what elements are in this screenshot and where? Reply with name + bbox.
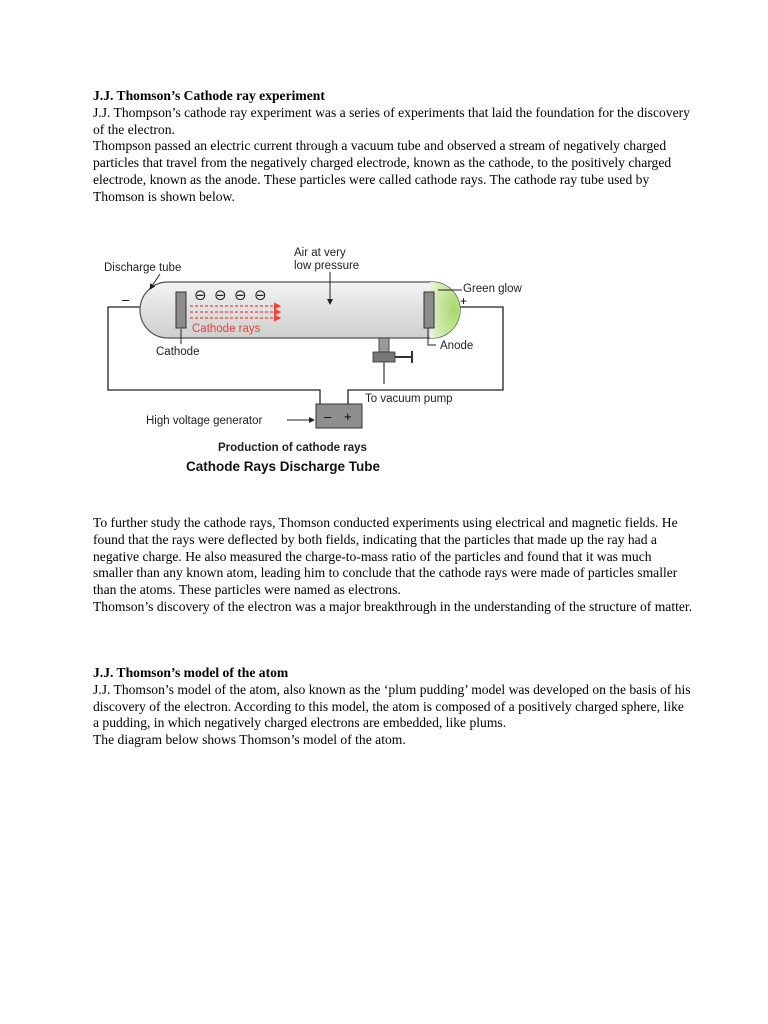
section-thomson-atom-model xyxy=(93,665,693,749)
minus-sign: – xyxy=(122,292,130,307)
discharge-tube-label: Discharge tube xyxy=(104,262,182,274)
paragraph: Thompson passed an electric current through a vacuum tube and observed a stream of negatively charged particles that travel from the negatively charged electrode, known as the cathode, to the positively charged electrode, known as the anode. These particles were called cathode rays. The cathode ray tube used by Thomson is shown below. xyxy=(93,138,672,204)
vacuum-pump-label: To vacuum pump xyxy=(365,393,453,405)
vacuum-pump-valve xyxy=(373,338,412,384)
anode-label: Anode xyxy=(440,340,474,352)
generator-plus: + xyxy=(344,409,352,424)
paragraph: J.J. Thomson’s model of the atom, also known as the ‘plum pudding’ model was developed on the basis of his discovery of the electron. According to this model, the atom is composed of a positively charged sphere, like a pudding, in which negatively charged electrons are embedded, like plums. xyxy=(93,681,691,731)
green-glow-label: Green glow xyxy=(463,283,522,295)
section-cathode-ray-experiment xyxy=(93,88,693,206)
cathode-label: Cathode xyxy=(156,346,200,358)
paragraph: J.J. Thompson’s cathode ray experiment was a series of experiments that laid the foundation for the discovery of the electron. xyxy=(93,104,690,137)
paragraph: To further study the cathode rays, Thomson conducted experiments using electrical and magnetic fields. He found that the rays were deflected by both fields, indicating that the particles that made up the ray had a negative charge. He also measured the charge-to-mass ratio of the particles and found that it was much smaller than any known atom, leading him to conclude that the cathode rays were made of particles smaller than the atoms. These particles were named as electrons. xyxy=(93,515,678,598)
section-heading: J.J. Thomson’s model of the atom xyxy=(93,665,289,680)
generator-minus: – xyxy=(324,409,332,424)
paragraph: Thomson’s discovery of the electron was a major breakthrough in the understanding of the structure of matter. xyxy=(93,598,693,614)
diagram-caption-small: Production of cathode rays xyxy=(218,442,367,454)
anode-plate xyxy=(424,292,434,328)
paragraph: The diagram below shows Thomson’s model of the atom. xyxy=(93,732,406,748)
plus-sign: + xyxy=(460,294,468,308)
cathode-plate xyxy=(176,292,186,328)
electron-symbol: ⊖ xyxy=(254,287,267,304)
cathode-rays-label: Cathode rays xyxy=(192,323,261,335)
section-heading: J.J. Thomson’s Cathode ray experiment xyxy=(93,88,325,103)
generator-label: High voltage generator xyxy=(146,415,263,427)
air-pressure-label-line2: low pressure xyxy=(294,260,360,272)
electron-symbol: ⊖ xyxy=(194,287,207,304)
section-further-study xyxy=(93,515,693,616)
discharge-tube xyxy=(140,282,460,338)
air-pressure-label-line1: Air at very xyxy=(294,247,346,259)
high-voltage-generator xyxy=(316,404,362,428)
electron-symbol: ⊖ xyxy=(234,287,247,304)
diagram-caption-large: Cathode Rays Discharge Tube xyxy=(186,459,381,474)
electron-symbol: ⊖ xyxy=(214,287,227,304)
cathode-ray-tube-diagram xyxy=(90,232,530,482)
